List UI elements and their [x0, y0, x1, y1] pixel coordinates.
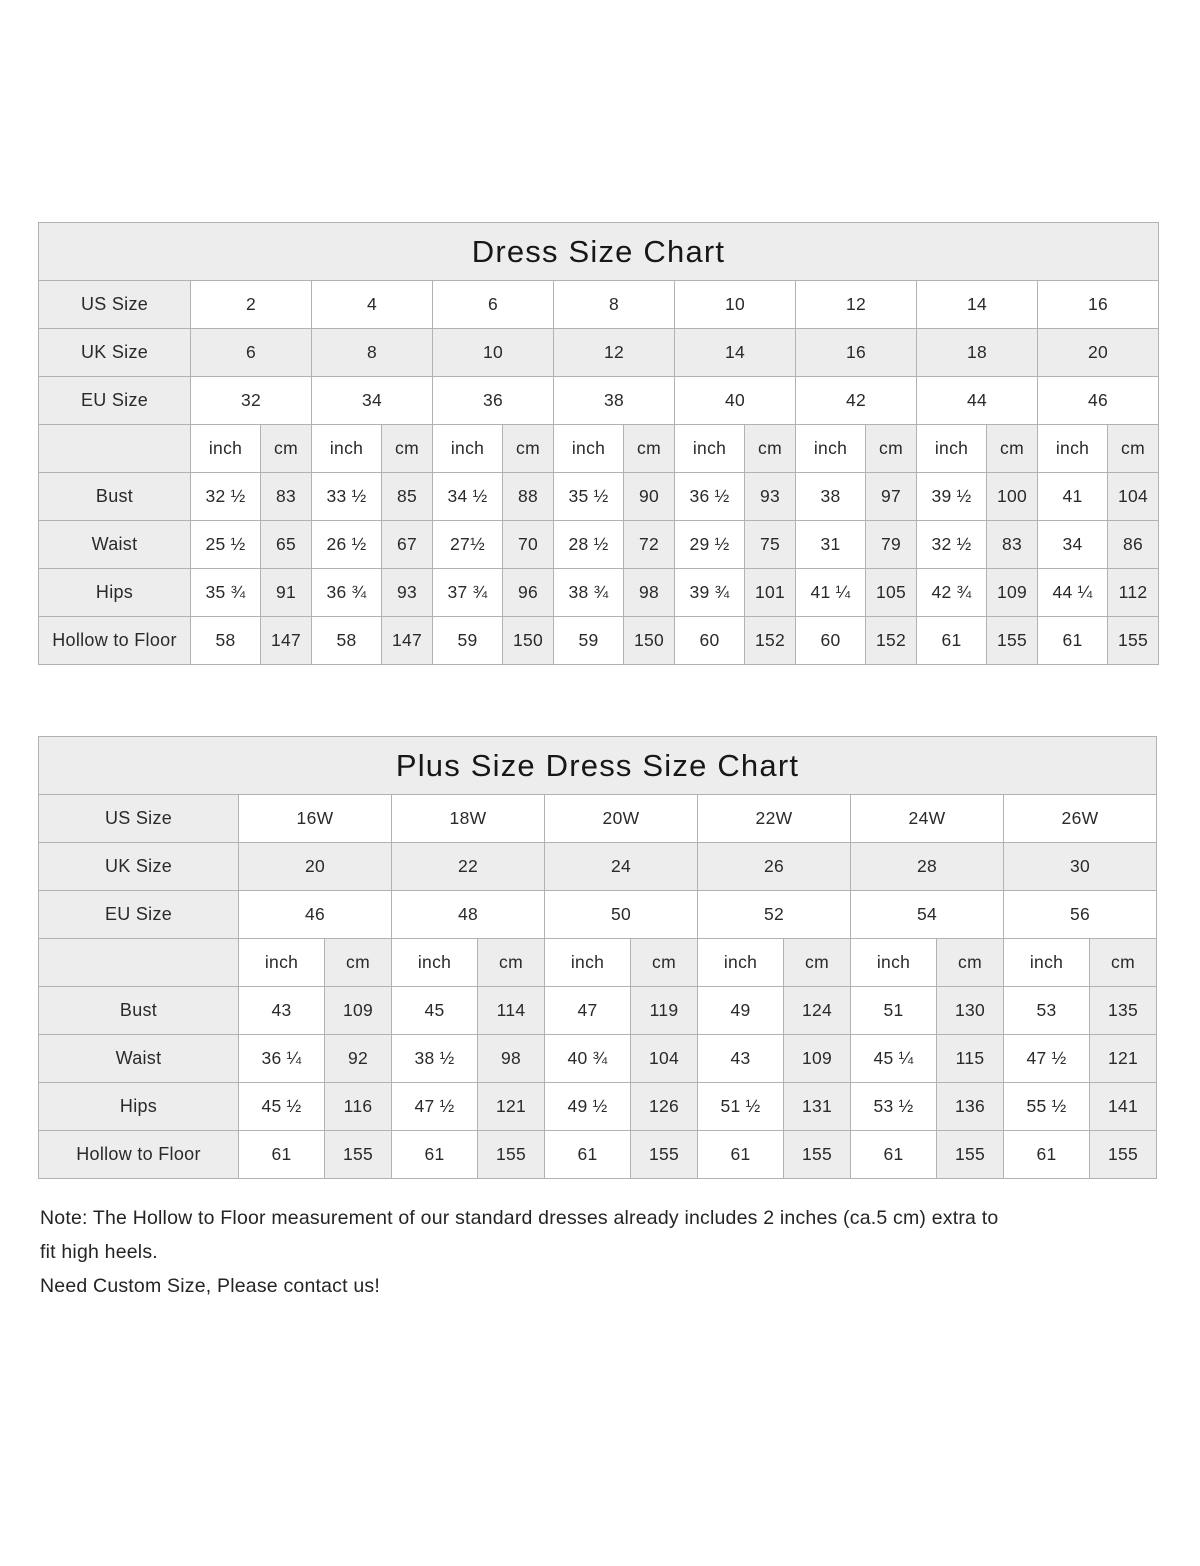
size-value: 46 [239, 891, 392, 939]
size-value: 14 [675, 329, 796, 377]
cm-value: 116 [325, 1083, 392, 1131]
size-value: 34 [312, 377, 433, 425]
cm-value: 79 [866, 521, 917, 569]
inch-value: 38 ¾ [554, 569, 624, 617]
unit-cm-header: cm [503, 425, 554, 473]
row-label: US Size [39, 795, 239, 843]
cm-value: 98 [478, 1035, 545, 1083]
cm-value: 152 [745, 617, 796, 665]
size-value: 12 [554, 329, 675, 377]
unit-inch-header: inch [191, 425, 261, 473]
inch-value: 31 [796, 521, 866, 569]
inch-value: 47 ½ [1004, 1035, 1090, 1083]
cm-value: 112 [1108, 569, 1159, 617]
size-value: 28 [851, 843, 1004, 891]
inch-value: 32 ½ [917, 521, 987, 569]
inch-value: 25 ½ [191, 521, 261, 569]
size-value: 14 [917, 281, 1038, 329]
cm-value: 115 [937, 1035, 1004, 1083]
size-value: 50 [545, 891, 698, 939]
unit-inch-header: inch [675, 425, 745, 473]
unit-cm-header: cm [261, 425, 312, 473]
row-label [39, 425, 191, 473]
row-label [39, 939, 239, 987]
row-label: Waist [39, 521, 191, 569]
size-value: 40 [675, 377, 796, 425]
inch-value: 33 ½ [312, 473, 382, 521]
size-value: 16 [1038, 281, 1159, 329]
cm-value: 126 [631, 1083, 698, 1131]
inch-value: 61 [851, 1131, 937, 1179]
cm-value: 105 [866, 569, 917, 617]
inch-value: 40 ¾ [545, 1035, 631, 1083]
cm-value: 90 [624, 473, 675, 521]
row-label: Hips [39, 569, 191, 617]
cm-value: 70 [503, 521, 554, 569]
size-value: 18 [917, 329, 1038, 377]
unit-inch-header: inch [851, 939, 937, 987]
cm-value: 97 [866, 473, 917, 521]
row-label: Waist [39, 1035, 239, 1083]
inch-value: 34 ½ [433, 473, 503, 521]
inch-value: 58 [191, 617, 261, 665]
unit-cm-header: cm [784, 939, 851, 987]
unit-cm-header: cm [624, 425, 675, 473]
cm-value: 109 [987, 569, 1038, 617]
size-value: 24W [851, 795, 1004, 843]
inch-value: 43 [239, 987, 325, 1035]
inch-value: 41 [1038, 473, 1108, 521]
unit-inch-header: inch [1004, 939, 1090, 987]
cm-value: 83 [987, 521, 1038, 569]
cm-value: 109 [784, 1035, 851, 1083]
measure-row [39, 1083, 1157, 1131]
inch-value: 38 ½ [392, 1035, 478, 1083]
inch-value: 61 [545, 1131, 631, 1179]
unit-cm-header: cm [987, 425, 1038, 473]
row-label: EU Size [39, 377, 191, 425]
unit-inch-header: inch [796, 425, 866, 473]
size-value: 44 [917, 377, 1038, 425]
measure-row [39, 1131, 1157, 1179]
size-value: 42 [796, 377, 917, 425]
cm-value: 86 [1108, 521, 1159, 569]
inch-value: 35 ½ [554, 473, 624, 521]
chart-body [39, 281, 1159, 665]
cm-value: 155 [478, 1131, 545, 1179]
cm-value: 91 [261, 569, 312, 617]
inch-value: 32 ½ [191, 473, 261, 521]
size-value: 24 [545, 843, 698, 891]
unit-inch-header: inch [917, 425, 987, 473]
chart-title: Plus Size Dress Size Chart [39, 737, 1157, 795]
inch-value: 45 ½ [239, 1083, 325, 1131]
inch-value: 39 ½ [917, 473, 987, 521]
inch-value: 59 [433, 617, 503, 665]
cm-value: 155 [1090, 1131, 1157, 1179]
inch-value: 53 ½ [851, 1083, 937, 1131]
row-label: UK Size [39, 329, 191, 377]
row-label: Hollow to Floor [39, 617, 191, 665]
size-value: 8 [554, 281, 675, 329]
cm-value: 155 [784, 1131, 851, 1179]
unit-inch-header: inch [1038, 425, 1108, 473]
row-label: US Size [39, 281, 191, 329]
unit-inch-header: inch [239, 939, 325, 987]
cm-value: 155 [937, 1131, 1004, 1179]
inch-value: 61 [392, 1131, 478, 1179]
cm-value: 72 [624, 521, 675, 569]
cm-value: 88 [503, 473, 554, 521]
unit-inch-header: inch [392, 939, 478, 987]
cm-value: 92 [325, 1035, 392, 1083]
inch-value: 36 ¼ [239, 1035, 325, 1083]
cm-value: 155 [987, 617, 1038, 665]
unit-cm-header: cm [631, 939, 698, 987]
size-value: 20 [1038, 329, 1159, 377]
unit-inch-header: inch [312, 425, 382, 473]
size-row [39, 843, 1157, 891]
size-value: 48 [392, 891, 545, 939]
chart-body [39, 795, 1157, 1179]
inch-value: 42 ¾ [917, 569, 987, 617]
size-value: 16 [796, 329, 917, 377]
inch-value: 61 [1004, 1131, 1090, 1179]
size-value: 56 [1004, 891, 1157, 939]
cm-value: 135 [1090, 987, 1157, 1035]
row-label: UK Size [39, 843, 239, 891]
chart-title: Dress Size Chart [39, 223, 1159, 281]
unit-cm-header: cm [937, 939, 1004, 987]
inch-value: 45 ¼ [851, 1035, 937, 1083]
inch-value: 38 [796, 473, 866, 521]
measure-row [39, 1035, 1157, 1083]
unit-inch-header: inch [554, 425, 624, 473]
size-value: 26W [1004, 795, 1157, 843]
inch-value: 47 ½ [392, 1083, 478, 1131]
inch-value: 45 [392, 987, 478, 1035]
cm-value: 141 [1090, 1083, 1157, 1131]
cm-value: 130 [937, 987, 1004, 1035]
unit-header-row [39, 425, 1159, 473]
inch-value: 28 ½ [554, 521, 624, 569]
unit-cm-header: cm [478, 939, 545, 987]
inch-value: 49 ½ [545, 1083, 631, 1131]
cm-value: 100 [987, 473, 1038, 521]
cm-value: 147 [261, 617, 312, 665]
cm-value: 67 [382, 521, 433, 569]
cm-value: 85 [382, 473, 433, 521]
size-value: 4 [312, 281, 433, 329]
size-row [39, 329, 1159, 377]
size-row [39, 377, 1159, 425]
inch-value: 51 [851, 987, 937, 1035]
size-value: 26 [698, 843, 851, 891]
cm-value: 152 [866, 617, 917, 665]
size-value: 6 [433, 281, 554, 329]
cm-value: 93 [745, 473, 796, 521]
inch-value: 27½ [433, 521, 503, 569]
note-line: fit high heels. [40, 1241, 158, 1263]
chart-title-row [39, 223, 1159, 281]
cm-value: 104 [631, 1035, 698, 1083]
cm-value: 83 [261, 473, 312, 521]
cm-value: 98 [624, 569, 675, 617]
inch-value: 39 ¾ [675, 569, 745, 617]
unit-header-row [39, 939, 1157, 987]
inch-value: 41 ¼ [796, 569, 866, 617]
inch-value: 60 [796, 617, 866, 665]
size-value: 46 [1038, 377, 1159, 425]
dress-size-chart-table [38, 222, 1159, 665]
inch-value: 59 [554, 617, 624, 665]
unit-cm-header: cm [866, 425, 917, 473]
inch-value: 26 ½ [312, 521, 382, 569]
note-line: Need Custom Size, Please contact us! [40, 1275, 380, 1297]
unit-cm-header: cm [1108, 425, 1159, 473]
size-row [39, 795, 1157, 843]
chart-title-row [39, 737, 1157, 795]
inch-value: 47 [545, 987, 631, 1035]
note-line: Note: The Hollow to Floor measurement of our standard dresses already includes 2 inches (ca.5 cm) extra to [40, 1207, 999, 1229]
inch-value: 43 [698, 1035, 784, 1083]
note-text [40, 1201, 1200, 1303]
size-value: 18W [392, 795, 545, 843]
inch-value: 37 ¾ [433, 569, 503, 617]
inch-value: 58 [312, 617, 382, 665]
size-value: 32 [191, 377, 312, 425]
inch-value: 61 [917, 617, 987, 665]
size-value: 22W [698, 795, 851, 843]
cm-value: 114 [478, 987, 545, 1035]
cm-value: 65 [261, 521, 312, 569]
measure-row [39, 987, 1157, 1035]
size-chart-page [0, 222, 1200, 1566]
size-value: 54 [851, 891, 1004, 939]
inch-value: 53 [1004, 987, 1090, 1035]
inch-value: 36 ½ [675, 473, 745, 521]
cm-value: 155 [325, 1131, 392, 1179]
size-value: 16W [239, 795, 392, 843]
cm-value: 136 [937, 1083, 1004, 1131]
cm-value: 131 [784, 1083, 851, 1131]
unit-inch-header: inch [433, 425, 503, 473]
inch-value: 55 ½ [1004, 1083, 1090, 1131]
inch-value: 34 [1038, 521, 1108, 569]
cm-value: 121 [478, 1083, 545, 1131]
size-value: 2 [191, 281, 312, 329]
inch-value: 51 ½ [698, 1083, 784, 1131]
inch-value: 61 [239, 1131, 325, 1179]
inch-value: 61 [1038, 617, 1108, 665]
cm-value: 121 [1090, 1035, 1157, 1083]
cm-value: 101 [745, 569, 796, 617]
size-row [39, 281, 1159, 329]
size-value: 20W [545, 795, 698, 843]
unit-cm-header: cm [1090, 939, 1157, 987]
size-value: 10 [433, 329, 554, 377]
size-value: 22 [392, 843, 545, 891]
unit-cm-header: cm [325, 939, 392, 987]
row-label: Hollow to Floor [39, 1131, 239, 1179]
measure-row [39, 521, 1159, 569]
size-value: 52 [698, 891, 851, 939]
row-label: Hips [39, 1083, 239, 1131]
measure-row [39, 473, 1159, 521]
plus-size-dress-size-chart-table [38, 736, 1157, 1179]
cm-value: 150 [503, 617, 554, 665]
cm-value: 147 [382, 617, 433, 665]
row-label: EU Size [39, 891, 239, 939]
cm-value: 119 [631, 987, 698, 1035]
size-value: 30 [1004, 843, 1157, 891]
cm-value: 155 [631, 1131, 698, 1179]
cm-value: 109 [325, 987, 392, 1035]
inch-value: 35 ¾ [191, 569, 261, 617]
cm-value: 124 [784, 987, 851, 1035]
row-label: Bust [39, 473, 191, 521]
cm-value: 104 [1108, 473, 1159, 521]
measure-row [39, 617, 1159, 665]
inch-value: 60 [675, 617, 745, 665]
size-value: 20 [239, 843, 392, 891]
cm-value: 155 [1108, 617, 1159, 665]
unit-cm-header: cm [382, 425, 433, 473]
size-value: 6 [191, 329, 312, 377]
size-value: 10 [675, 281, 796, 329]
inch-value: 36 ¾ [312, 569, 382, 617]
inch-value: 29 ½ [675, 521, 745, 569]
cm-value: 96 [503, 569, 554, 617]
unit-inch-header: inch [545, 939, 631, 987]
unit-cm-header: cm [745, 425, 796, 473]
size-row [39, 891, 1157, 939]
cm-value: 93 [382, 569, 433, 617]
measure-row [39, 569, 1159, 617]
cm-value: 75 [745, 521, 796, 569]
inch-value: 44 ¼ [1038, 569, 1108, 617]
size-value: 8 [312, 329, 433, 377]
unit-inch-header: inch [698, 939, 784, 987]
size-value: 36 [433, 377, 554, 425]
size-value: 12 [796, 281, 917, 329]
inch-value: 61 [698, 1131, 784, 1179]
size-value: 38 [554, 377, 675, 425]
row-label: Bust [39, 987, 239, 1035]
cm-value: 150 [624, 617, 675, 665]
inch-value: 49 [698, 987, 784, 1035]
